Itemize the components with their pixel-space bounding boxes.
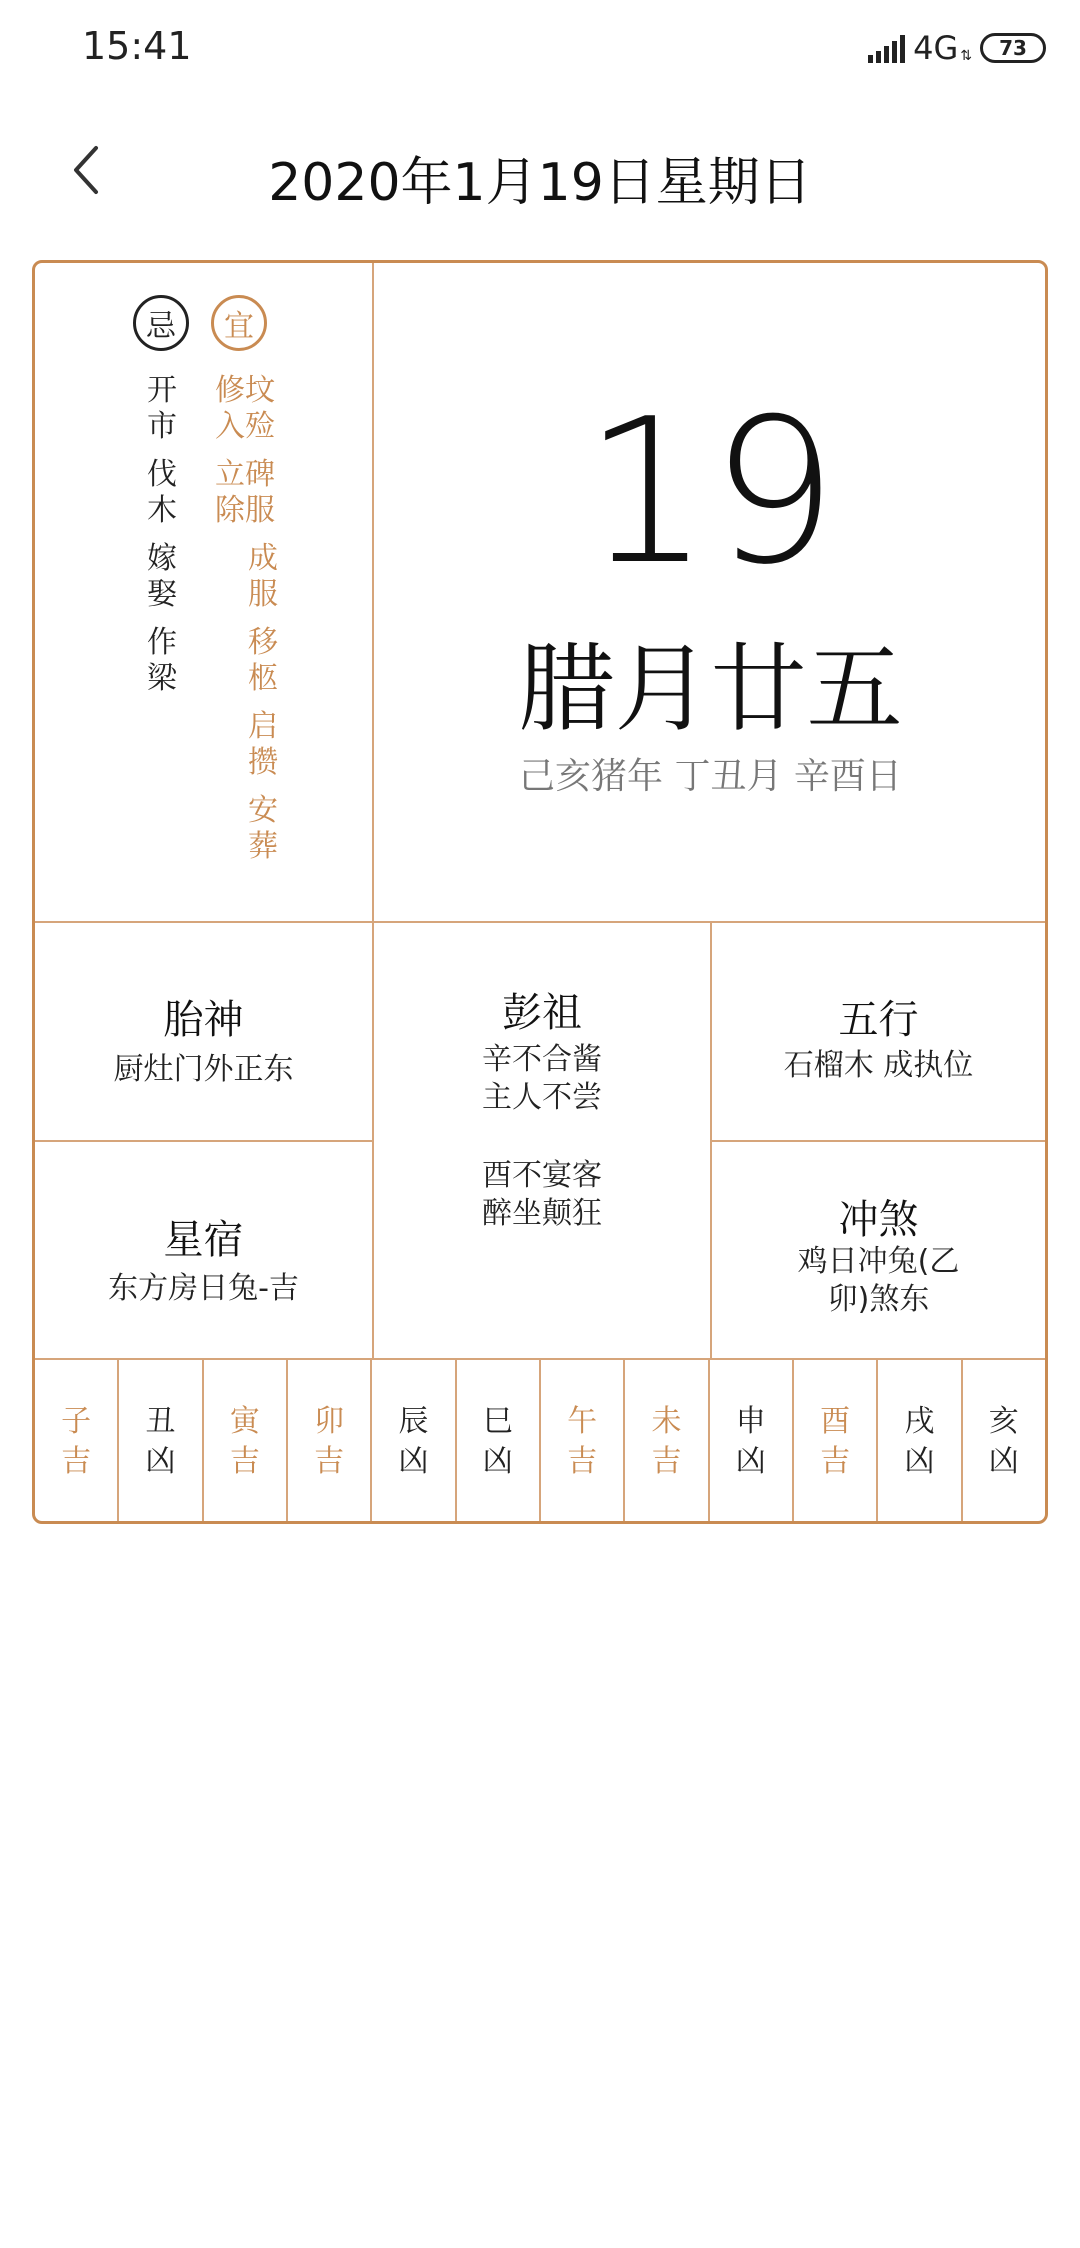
hour-branch: 酉: [820, 1404, 851, 1439]
status-icons: [868, 26, 1046, 70]
status-bar: [0, 0, 1080, 100]
almanac-card: [32, 260, 1048, 1524]
divider: [35, 921, 1045, 923]
yi-item: 安葬: [248, 793, 278, 864]
status-time: 15:41: [82, 24, 192, 68]
hour-luck: 凶: [482, 1444, 513, 1479]
taishen-title: 胎神: [163, 997, 244, 1043]
hour-luck: 凶: [904, 1444, 935, 1479]
signal-icon: [868, 33, 905, 63]
hour-branch: 申: [735, 1404, 766, 1439]
hour-cell-chen: [372, 1360, 456, 1524]
pengzu-line: 酉不宴客: [482, 1158, 602, 1193]
ji-item: 开市: [147, 373, 177, 444]
ganzhi-text: 己亥猪年 丁丑月 辛酉日: [519, 756, 902, 797]
hour-luck: 凶: [988, 1444, 1019, 1479]
hour-luck: 凶: [145, 1444, 176, 1479]
hour-cell-wu: [541, 1360, 625, 1524]
hour-cell-you: [794, 1360, 878, 1524]
network-activity-icon: ⇅: [960, 48, 972, 64]
hour-luck: 凶: [735, 1444, 766, 1479]
divider: [710, 1140, 1045, 1142]
ji-list: [144, 373, 180, 709]
hour-luck: 吉: [567, 1444, 598, 1479]
ji-item: 伐木: [147, 457, 177, 528]
chongsha-line: 鸡日冲兔(乙: [797, 1244, 960, 1279]
hour-cell-xu: [878, 1360, 962, 1524]
hour-luck: 吉: [61, 1444, 92, 1479]
day-number: 19: [583, 376, 838, 609]
hour-cell-yin: [204, 1360, 288, 1524]
ji-mark: 忌: [133, 295, 189, 351]
lunar-date: 腊月廿五: [518, 633, 903, 745]
xingxiu-title: 星宿: [163, 1217, 244, 1263]
hour-branch: 巳: [482, 1404, 513, 1439]
hour-cell-mao: [288, 1360, 372, 1524]
app-header: [0, 110, 1080, 230]
yi-item: 成服: [248, 541, 278, 612]
hour-luck: 吉: [314, 1444, 345, 1479]
wuxing-text: 石榴木 成执位: [783, 1048, 974, 1083]
hour-cell-si: [457, 1360, 541, 1524]
hour-branch: 寅: [229, 1404, 260, 1439]
yi-list: [201, 373, 281, 877]
yi-item: 移柩: [248, 625, 278, 696]
yi-item: 立碑除服: [215, 457, 275, 528]
xingxiu-text: 东方房日兔-吉: [108, 1271, 299, 1306]
page-title: 2020年1月19日星期日: [268, 153, 812, 213]
chongsha-line: 卯)煞东: [827, 1282, 930, 1317]
hour-cell-hai: [963, 1360, 1045, 1524]
hour-branch: 戌: [904, 1404, 935, 1439]
ji-item: 嫁娶: [147, 541, 177, 612]
hour-branch: 子: [61, 1404, 92, 1439]
hour-luck: 吉: [651, 1444, 682, 1479]
network-type: 4G: [913, 29, 959, 67]
hour-branch: 丑: [145, 1404, 176, 1439]
pengzu-title: 彭祖: [502, 990, 582, 1036]
yi-mark: 宜: [211, 295, 267, 351]
hour-branch: 未: [651, 1404, 682, 1439]
yi-item: 修坟入殓: [215, 373, 275, 444]
network-indicator: [913, 29, 972, 67]
pengzu-line: 醉坐颠狂: [482, 1196, 602, 1231]
taishen-text: 厨灶门外正东: [113, 1052, 294, 1087]
hour-luck: 凶: [398, 1444, 429, 1479]
divider: [35, 1140, 372, 1142]
battery-level: 73: [999, 36, 1027, 60]
hour-luck-row: [35, 1360, 1045, 1524]
hour-luck: 吉: [229, 1444, 260, 1479]
ji-item: 作梁: [147, 625, 177, 696]
hour-branch: 卯: [314, 1404, 345, 1439]
hour-cell-wei: [625, 1360, 709, 1524]
hour-cell-chou: [119, 1360, 203, 1524]
pengzu-line: 辛不合酱: [482, 1042, 602, 1077]
hour-cell-shen: [710, 1360, 794, 1524]
chongsha-title: 冲煞: [838, 1197, 919, 1243]
hour-luck: 吉: [820, 1444, 851, 1479]
battery-icon: [980, 33, 1046, 63]
pengzu-line: 主人不尝: [482, 1080, 602, 1115]
hour-branch: 午: [567, 1404, 598, 1439]
hour-branch: 辰: [398, 1404, 429, 1439]
hour-cell-zi: [35, 1360, 119, 1524]
yi-item: 启攒: [248, 709, 278, 780]
hour-branch: 亥: [988, 1404, 1019, 1439]
wuxing-title: 五行: [838, 997, 919, 1043]
